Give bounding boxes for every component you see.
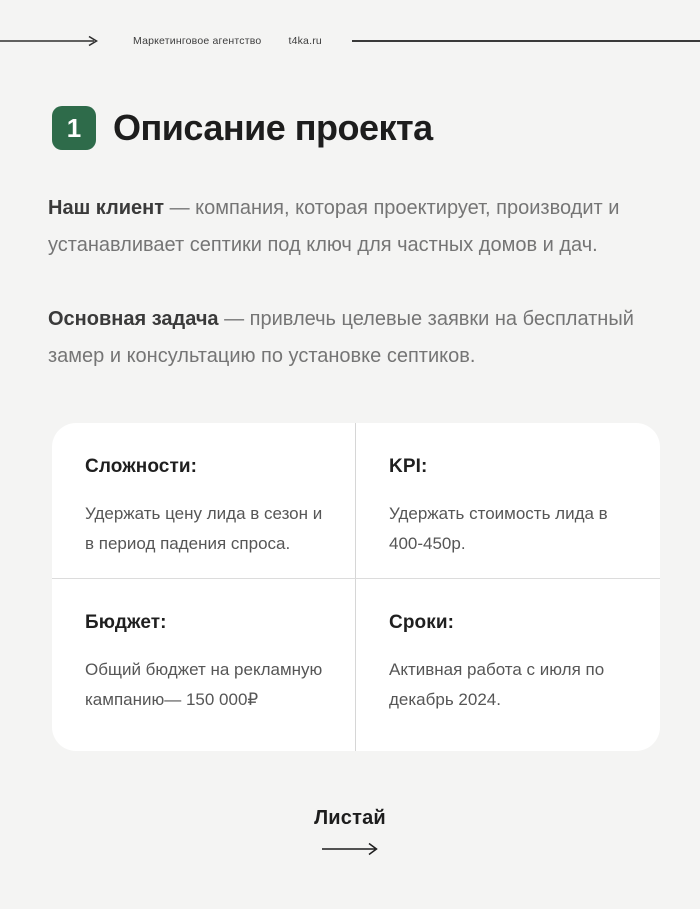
intro-task-lead: Основная задача: [48, 308, 219, 330]
intro-client-text: — компания, которая проектирует, производит и устанавливает септики под ключ для частных домов и дач.: [48, 197, 620, 256]
card-cell-kpi: [356, 423, 660, 579]
cell-heading: Бюджет:: [85, 612, 167, 633]
cell-heading: Сроки:: [389, 612, 455, 633]
cell-heading: KPI:: [389, 456, 428, 477]
title-row: [52, 106, 660, 150]
header-arrow-icon: [0, 35, 98, 47]
info-card: [52, 423, 660, 751]
card-cell-timeline: [356, 579, 660, 751]
intro-task: [48, 301, 656, 375]
header-rule: [352, 40, 700, 42]
next-arrow-icon[interactable]: [321, 841, 379, 857]
swipe-label: Листай: [314, 807, 386, 829]
intro-task-text: — привлечь целевые заявки на бесплатный замер и консультацию по установке септиков.: [48, 308, 634, 367]
section-number-badge: 1: [52, 106, 96, 150]
intro-client-lead: Наш клиент: [48, 197, 165, 219]
card-cell-budget: [52, 579, 356, 751]
cell-body: Общий бюджет на рекламную кампанию— 150 000₽: [85, 660, 323, 710]
site-link[interactable]: t4ka.ru: [288, 35, 322, 47]
card-cell-difficulties: [52, 423, 356, 579]
header: [0, 34, 700, 48]
intro-client: [48, 190, 656, 264]
cell-body: Удержать стоимость лида в 400-450р.: [389, 504, 608, 554]
cell-body: Удержать цену лида в сезон и в период падения спроса.: [85, 504, 323, 554]
cell-heading: Сложности:: [85, 456, 198, 477]
cell-body: Активная работа с июля по декабрь 2024.: [389, 660, 605, 710]
agency-label: Маркетинговое агентство: [133, 35, 262, 47]
page-title: Описание проекта: [113, 107, 433, 148]
footer: [0, 807, 700, 857]
